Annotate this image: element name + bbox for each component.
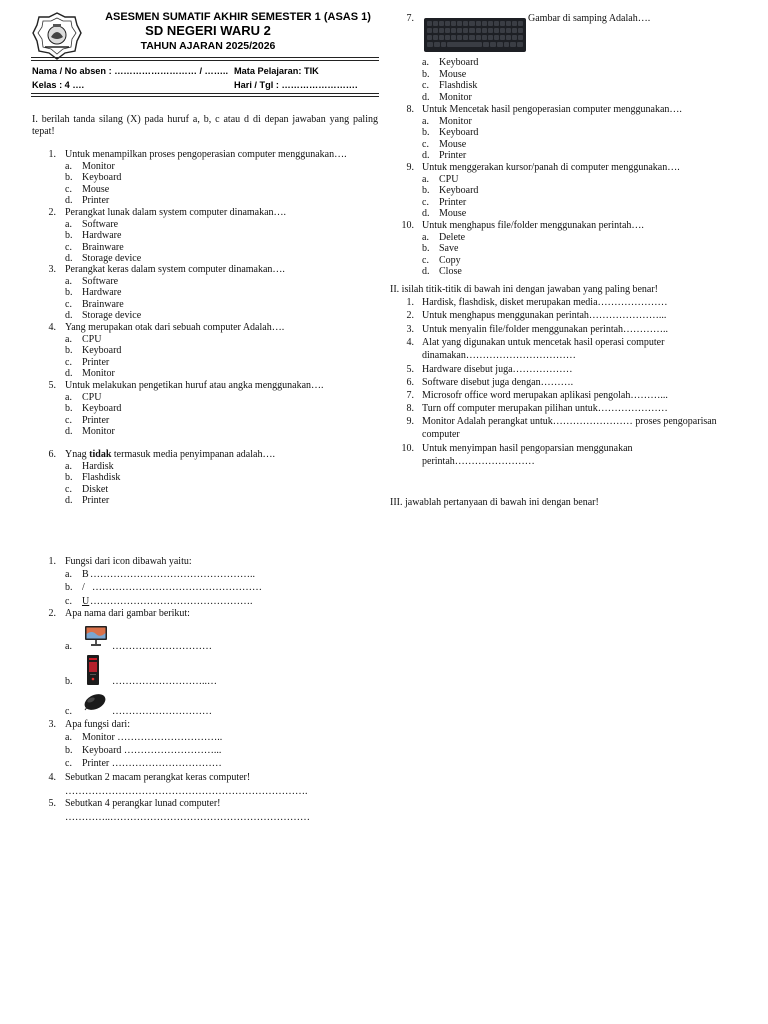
mcq-q5-option-b: Keyboard [82, 403, 122, 415]
mcq-q1-option-b: Keyboard [82, 172, 122, 184]
mcq-q7-text: Gambar di samping Adalah…. [528, 13, 651, 24]
mcq-q3-option-c-letter: c. [65, 298, 72, 310]
fill-item-10-text: Untuk menyimpan hasil pengoparsian menggunakan [422, 443, 633, 454]
mcq-q6-text-post: termasuk media penyimpanan adalah…. [111, 449, 275, 460]
mcq-q2-option-c: Brainware [82, 241, 124, 253]
mcq-q4-text: Yang merupakan otak dari sebuah computer Adalah…. [65, 322, 285, 333]
section1-instruction: I. berilah tanda silang (X) pada huruf a, b, c atau d di depan jawaban yang paling tepat! [32, 114, 378, 137]
mcq-q4-option-c-letter: c. [65, 356, 72, 368]
essay-q3-a-letter: a. [65, 732, 72, 743]
mcq-q2-option-a: Software [82, 218, 119, 230]
essay-q4-number: 4. [48, 772, 56, 783]
mcq-q6-option-a-letter: a. [65, 460, 72, 472]
school-name: SD NEGERI WARU 2 [145, 23, 271, 38]
essay-q4-text: Sebutkan 2 macam perangkat keras computer! [65, 772, 251, 783]
mcq-q6-option-b: Flashdisk [82, 472, 121, 484]
mcq-q9-option-b: Keyboard [439, 185, 479, 197]
mcq-q1-option-a: Monitor [82, 160, 115, 172]
subject-field: Mata Pelajaran: TIK [234, 66, 319, 76]
student-name-field: Nama / No absen : ……………………… / …….. [32, 66, 229, 76]
mcq-q9-option-c-letter: c. [422, 196, 429, 208]
mcq-q4-option-b: Keyboard [82, 345, 122, 357]
essay-q2-b-letter: b. [65, 676, 73, 687]
mcq-q9-option-d: Mouse [439, 208, 467, 220]
mcq-q8-option-c: Mouse [439, 138, 467, 150]
essay-q1-text: Fungsi dari icon dibawah yaitu: [65, 556, 192, 567]
fill-item-6-text: Software disebut juga dengan………. [422, 377, 574, 388]
class-field: Kelas : 4 …. [32, 80, 85, 90]
mcq-q8-option-c-letter: c. [422, 138, 429, 150]
mcq-q6-option-c: Disket [82, 483, 109, 495]
essay-q1-c-icon-label: U [82, 596, 90, 607]
cpu-image [84, 654, 102, 686]
mcq-q9-option-d-letter: d. [422, 208, 430, 220]
mcq-q5-option-a: CPU [82, 391, 102, 403]
essay-q1-a-icon-label: B [82, 569, 89, 580]
mcq-q1-option-c-letter: c. [65, 183, 72, 195]
mcq-q3-option-a-letter: a. [65, 275, 72, 287]
school-logo [31, 11, 83, 61]
fill-item-7-number: 7. [406, 390, 414, 401]
essay-q2-c-letter: c. [65, 706, 72, 717]
essay-q3-a-text: Monitor ………………………….. [82, 732, 223, 743]
mcq-q6-option-d-letter: d. [65, 495, 73, 507]
mcq-q4-option-d-letter: d. [65, 368, 73, 380]
essay-q2-text: Apa nama dari gambar berikut: [65, 608, 190, 619]
mcq-q3-text: Perangkat keras dalam system computer dinamakan…. [65, 264, 285, 275]
section2-instruction: II. isilah titik-titik di bawah ini dengan jawaban yang paling benar! [390, 284, 658, 295]
fill-item-9-number: 9. [406, 416, 414, 427]
mcq-q5-option-b-letter: b. [65, 403, 73, 415]
essay-q2-number: 2. [48, 608, 56, 619]
mcq-q7-option-d-letter: d. [422, 91, 430, 103]
mcq-q1-text: Untuk menampilkan proses pengoperasian computer menggunakan…. [65, 149, 347, 160]
fill-item-3-number: 3. [406, 324, 414, 335]
fill-item-4-number: 4. [406, 337, 414, 348]
mcq-q4-option-a-letter: a. [65, 333, 72, 345]
mcq-q8-option-a-letter: a. [422, 115, 429, 127]
mcq-q6-number: 6. [48, 449, 56, 460]
mcq-q10-number: 10. [401, 220, 414, 231]
fill-item-8-text: Turn off computer merupakan pilihan untuk………………… [422, 403, 668, 414]
mcq-q6-option-a: Hardisk [82, 460, 114, 472]
mcq-q3-option-d-letter: d. [65, 310, 73, 322]
essay-q5-answer-line: …………..…………………………………………………… [65, 812, 310, 823]
mcq-q6-option-b-letter: b. [65, 472, 73, 484]
mcq-q1-option-b-letter: b. [65, 172, 73, 184]
mcq-q5-text: Untuk melakukan pengetikan huruf atau angka menggunakan…. [65, 380, 324, 391]
mcq-q7-option-c-letter: c. [422, 80, 429, 92]
mcq-q7-number: 7. [406, 13, 414, 24]
mcq-q3-number: 3. [48, 264, 56, 275]
mcq-q6-option-c-letter: c. [65, 483, 72, 495]
essay-q2-c-blank: ………………………… [112, 706, 212, 717]
mcq-q9-number: 9. [406, 162, 414, 173]
essay-q2-a-blank: ………………………… [112, 641, 212, 652]
mcq-q4-option-c: Printer [82, 356, 110, 368]
fill-item-6-number: 6. [406, 377, 414, 388]
essay-q1-number: 1. [48, 556, 56, 567]
mcq-q3-option-d: Storage device [82, 310, 142, 322]
essay-q4-answer-line: ………………………………………………………………. [65, 786, 308, 797]
mcq-q5-option-c-letter: c. [65, 414, 72, 426]
mcq-q8-number: 8. [406, 104, 414, 115]
mcq-q4-option-b-letter: b. [65, 345, 73, 357]
mcq-q1-option-d: Printer [82, 195, 110, 207]
mcq-q1-option-d-letter: d. [65, 195, 73, 207]
mcq-q7-option-b: Mouse [439, 68, 467, 80]
mcq-q9-option-c: Printer [439, 196, 467, 208]
keyboard-image [424, 18, 526, 52]
mcq-q9-option-a: CPU [439, 173, 459, 185]
essay-q5-number: 5. [48, 798, 56, 809]
mcq-q7-option-a-letter: a. [422, 57, 429, 68]
mcq-q6-text-pre: Ynag [65, 449, 90, 460]
mcq-q10-text: Untuk menghapus file/folder menggunakan perintah…. [422, 220, 644, 231]
mcq-q2-option-d: Storage device [82, 253, 142, 265]
essay-q1-b-blank: …………………………………………… [92, 582, 262, 593]
mcq-q2-option-a-letter: a. [65, 218, 72, 230]
mcq-q3-option-c: Brainware [82, 298, 124, 310]
mcq-q5-option-d-letter: d. [65, 426, 73, 438]
mcq-q5-number: 5. [48, 380, 56, 391]
essay-q2-a-letter: a. [65, 641, 72, 652]
fill-item-1-text: Hardisk, flashdisk, disket merupakan media………………… [422, 297, 668, 308]
mcq-q4-option-d: Monitor [82, 368, 115, 380]
fill-item-10-number: 10. [401, 443, 414, 454]
mcq-q2-number: 2. [48, 207, 56, 218]
section3-instruction: III. jawablah pertanyaan di bawah ini dengan benar! [390, 497, 599, 508]
essay-q1-c-letter: c. [65, 596, 72, 607]
fill-item-8-number: 8. [406, 403, 414, 414]
mcq-q4-number: 4. [48, 322, 56, 333]
mouse-image [82, 692, 108, 712]
mcq-q10-option-b-letter: b. [422, 243, 430, 255]
mcq-q5-option-d: Monitor [82, 426, 115, 438]
mcq-q2-option-d-letter: d. [65, 253, 73, 265]
header-double-line-bottom [31, 93, 379, 97]
essay-q1-b-icon-label: / [82, 582, 85, 593]
fill-item-2-number: 2. [406, 310, 414, 321]
fill-item-9-text-cont: computer [422, 429, 460, 440]
date-field: Hari / Tgl : ……………………. [234, 80, 358, 90]
fill-item-3-text: Untuk menyalin file/folder menggunakan perintah………….. [422, 324, 669, 335]
mcq-q3-option-b: Hardware [82, 287, 122, 299]
essay-q3-number: 3. [48, 719, 56, 730]
mcq-q6-option-d: Printer [82, 495, 110, 507]
mcq-q8-option-a: Monitor [439, 115, 472, 127]
fill-item-1-number: 1. [406, 297, 414, 308]
mcq-q10-option-d-letter: d. [422, 266, 430, 278]
mcq-q8-option-b: Keyboard [439, 127, 479, 139]
essay-q3-c-text: Printer …………………………… [82, 758, 222, 769]
fill-item-5-text: Hardware disebut juga……………… [422, 364, 573, 375]
mcq-q2-text: Perangkat lunak dalam system computer dinamakan…. [65, 207, 287, 218]
mcq-q9-option-a-letter: a. [422, 173, 429, 185]
fill-item-4-text: Alat yang digunakan untuk mencetak hasil operasi computer [422, 337, 665, 348]
mcq-q9-text: Untuk menggerakan kursor/panah di computer menggunakan…. [422, 162, 680, 173]
mcq-q3-option-a: Software [82, 275, 119, 287]
fill-item-10-text-cont: perintah…………………… [422, 456, 535, 467]
header-double-line [31, 57, 379, 61]
mcq-q3-option-b-letter: b. [65, 287, 73, 299]
essay-q5-text: Sebutkan 4 perangkar lunad computer! [65, 798, 221, 809]
mcq-q1-number: 1. [48, 149, 56, 160]
essay-q2-b-blank: ………………………..… [112, 676, 217, 687]
mcq-q7-option-b-letter: b. [422, 68, 430, 80]
mcq-q2-option-b-letter: b. [65, 230, 73, 242]
mcq-q2-option-b: Hardware [82, 230, 122, 242]
essay-q3-b-letter: b. [65, 745, 73, 756]
mcq-q8-text: Untuk Mencetak hasil pengoperasian computer menggunakan…. [422, 104, 682, 115]
mcq-q7-option-c: Flashdisk [439, 80, 478, 92]
mcq-q1-option-c: Mouse [82, 183, 110, 195]
fill-item-4-text-cont: dinamakan…………………………… [422, 350, 576, 361]
monitor-image [84, 624, 108, 648]
essay-q1-a-letter: a. [65, 569, 72, 580]
fill-item-5-number: 5. [406, 364, 414, 375]
mcq-q9-option-b-letter: b. [422, 185, 430, 197]
essay-q3-b-text: Keyboard ………………………... [82, 745, 222, 756]
mcq-q8-option-d-letter: d. [422, 150, 430, 162]
academic-year: TAHUN AJARAN 2025/2026 [140, 40, 276, 52]
mcq-q4-option-a: CPU [82, 333, 102, 345]
mcq-q2-option-c-letter: c. [65, 241, 72, 253]
mcq-q10-option-a: Delete [439, 231, 466, 243]
fill-item-2-text: Untuk menghapus menggunakan perintah…………………... [422, 310, 667, 321]
mcq-q1-option-a-letter: a. [65, 160, 72, 172]
exam-title: ASESMEN SUMATIF AKHIR SEMESTER 1 (ASAS 1) [105, 11, 371, 23]
mcq-q10-option-c: Copy [439, 254, 461, 266]
mcq-q10-option-a-letter: a. [422, 231, 429, 243]
mcq-q7-option-a: Keyboard [439, 57, 479, 68]
mcq-q10-option-b: Save [439, 243, 459, 255]
essay-q1-b-letter: b. [65, 582, 73, 593]
essay-q3-text: Apa fungsi dari: [65, 719, 130, 730]
mcq-q8-option-d: Printer [439, 150, 467, 162]
mcq-q6-text [65, 449, 275, 461]
mcq-q10-option-d: Close [439, 266, 462, 278]
mcq-q6-text-bold: tidak [89, 449, 112, 460]
mcq-q10-option-c-letter: c. [422, 254, 429, 266]
mcq-q5-option-a-letter: a. [65, 391, 72, 403]
essay-q1-c-blank: …………………………………………. [90, 596, 253, 607]
fill-item-7-text: Microsofr office word merupakan aplikasi pengolah………... [422, 390, 668, 401]
mcq-q8-option-b-letter: b. [422, 127, 430, 139]
mcq-q5-option-c: Printer [82, 414, 110, 426]
mcq-q7-option-d: Monitor [439, 91, 472, 103]
essay-q3-c-letter: c. [65, 758, 72, 769]
fill-item-9-text: Monitor Adalah perangkat untuk…………………… proses pengoparisan [422, 416, 717, 427]
essay-q1-a-blank: ………………………………………….. [90, 569, 255, 580]
